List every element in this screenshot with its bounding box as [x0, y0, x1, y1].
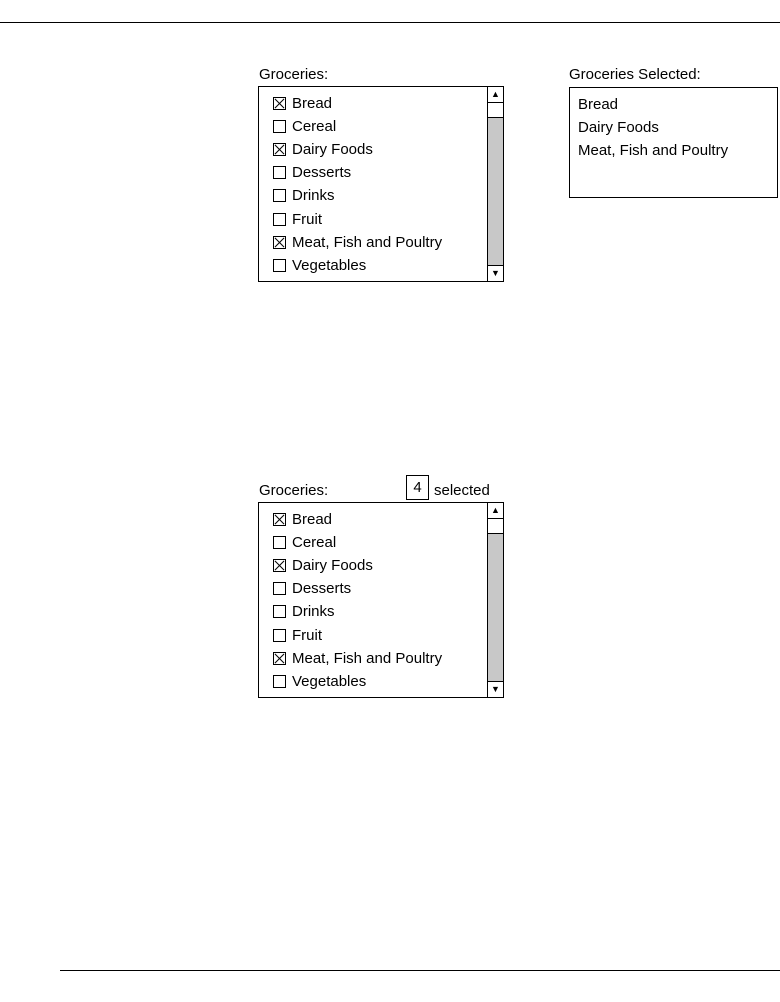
grocery-option[interactable]	[259, 577, 485, 600]
unchecked-checkbox-icon[interactable]	[273, 213, 286, 226]
grocery-option[interactable]	[259, 184, 485, 207]
groceries-selected-label: Groceries Selected:	[569, 66, 701, 83]
unchecked-checkbox-icon[interactable]	[273, 675, 286, 688]
scroll-down-icon[interactable]: ▼	[488, 681, 503, 697]
selected-item: Meat, Fish and Poultry	[578, 142, 729, 159]
scroll-down-icon[interactable]: ▼	[488, 265, 503, 281]
grocery-option-label: Vegetables	[292, 672, 367, 690]
grocery-option[interactable]	[259, 554, 485, 577]
groceries-items	[259, 503, 485, 697]
grocery-option-label: Meat, Fish and Poultry	[292, 649, 443, 667]
grocery-option-label: Bread	[292, 95, 333, 113]
top-divider	[0, 22, 780, 23]
unchecked-checkbox-icon[interactable]	[273, 120, 286, 133]
unchecked-checkbox-icon[interactable]	[273, 582, 286, 595]
grocery-option[interactable]	[259, 531, 485, 554]
vertical-scrollbar[interactable]	[487, 503, 503, 697]
selected-item: Dairy Foods	[578, 119, 659, 136]
grocery-option-label: Fruit	[292, 210, 322, 228]
grocery-option-label: Cereal	[292, 534, 337, 552]
selected-count-label: selected	[434, 482, 490, 499]
unchecked-checkbox-icon[interactable]	[273, 189, 286, 202]
checked-checkbox-icon[interactable]	[273, 143, 286, 156]
scroll-up-icon[interactable]: ▲	[488, 87, 503, 103]
grocery-option[interactable]	[259, 161, 485, 184]
grocery-option-label: Vegetables	[292, 256, 367, 274]
grocery-option-label: Desserts	[292, 580, 352, 598]
checked-checkbox-icon[interactable]	[273, 513, 286, 526]
grocery-option-label: Meat, Fish and Poultry	[292, 233, 443, 251]
groceries-label: Groceries:	[259, 482, 329, 499]
grocery-option-label: Dairy Foods	[292, 557, 373, 575]
checked-checkbox-icon[interactable]	[273, 97, 286, 110]
vertical-scrollbar[interactable]	[487, 87, 503, 281]
grocery-option[interactable]	[259, 207, 485, 230]
grocery-option-label: Drinks	[292, 603, 335, 621]
grocery-option[interactable]	[259, 670, 485, 693]
grocery-option[interactable]	[259, 92, 485, 115]
groceries-items	[259, 87, 485, 281]
checked-checkbox-icon[interactable]	[273, 652, 286, 665]
groceries-listbox-with-count[interactable]	[258, 502, 504, 698]
grocery-option-label: Drinks	[292, 187, 335, 205]
scroll-thumb[interactable]	[488, 103, 503, 118]
grocery-option[interactable]	[259, 647, 485, 670]
groceries-selected-box	[569, 87, 778, 198]
grocery-option[interactable]	[259, 138, 485, 161]
checked-checkbox-icon[interactable]	[273, 559, 286, 572]
groceries-listbox[interactable]	[258, 86, 504, 282]
scroll-thumb[interactable]	[488, 519, 503, 534]
selected-count-field: 4	[406, 475, 429, 500]
grocery-option[interactable]	[259, 231, 485, 254]
grocery-option-label: Dairy Foods	[292, 141, 373, 159]
grocery-option[interactable]	[259, 600, 485, 623]
grocery-option-label: Fruit	[292, 626, 322, 644]
unchecked-checkbox-icon[interactable]	[273, 166, 286, 179]
unchecked-checkbox-icon[interactable]	[273, 536, 286, 549]
unchecked-checkbox-icon[interactable]	[273, 259, 286, 272]
grocery-option[interactable]	[259, 254, 485, 277]
unchecked-checkbox-icon[interactable]	[273, 605, 286, 618]
selected-item: Bread	[578, 96, 619, 113]
groceries-label: Groceries:	[259, 66, 329, 83]
checked-checkbox-icon[interactable]	[273, 236, 286, 249]
unchecked-checkbox-icon[interactable]	[273, 629, 286, 642]
grocery-option[interactable]	[259, 508, 485, 531]
bottom-divider	[60, 970, 780, 971]
grocery-option-label: Bread	[292, 511, 333, 529]
scroll-up-icon[interactable]: ▲	[488, 503, 503, 519]
grocery-option-label: Desserts	[292, 164, 352, 182]
grocery-option[interactable]	[259, 115, 485, 138]
grocery-option[interactable]	[259, 623, 485, 646]
grocery-option-label: Cereal	[292, 118, 337, 136]
